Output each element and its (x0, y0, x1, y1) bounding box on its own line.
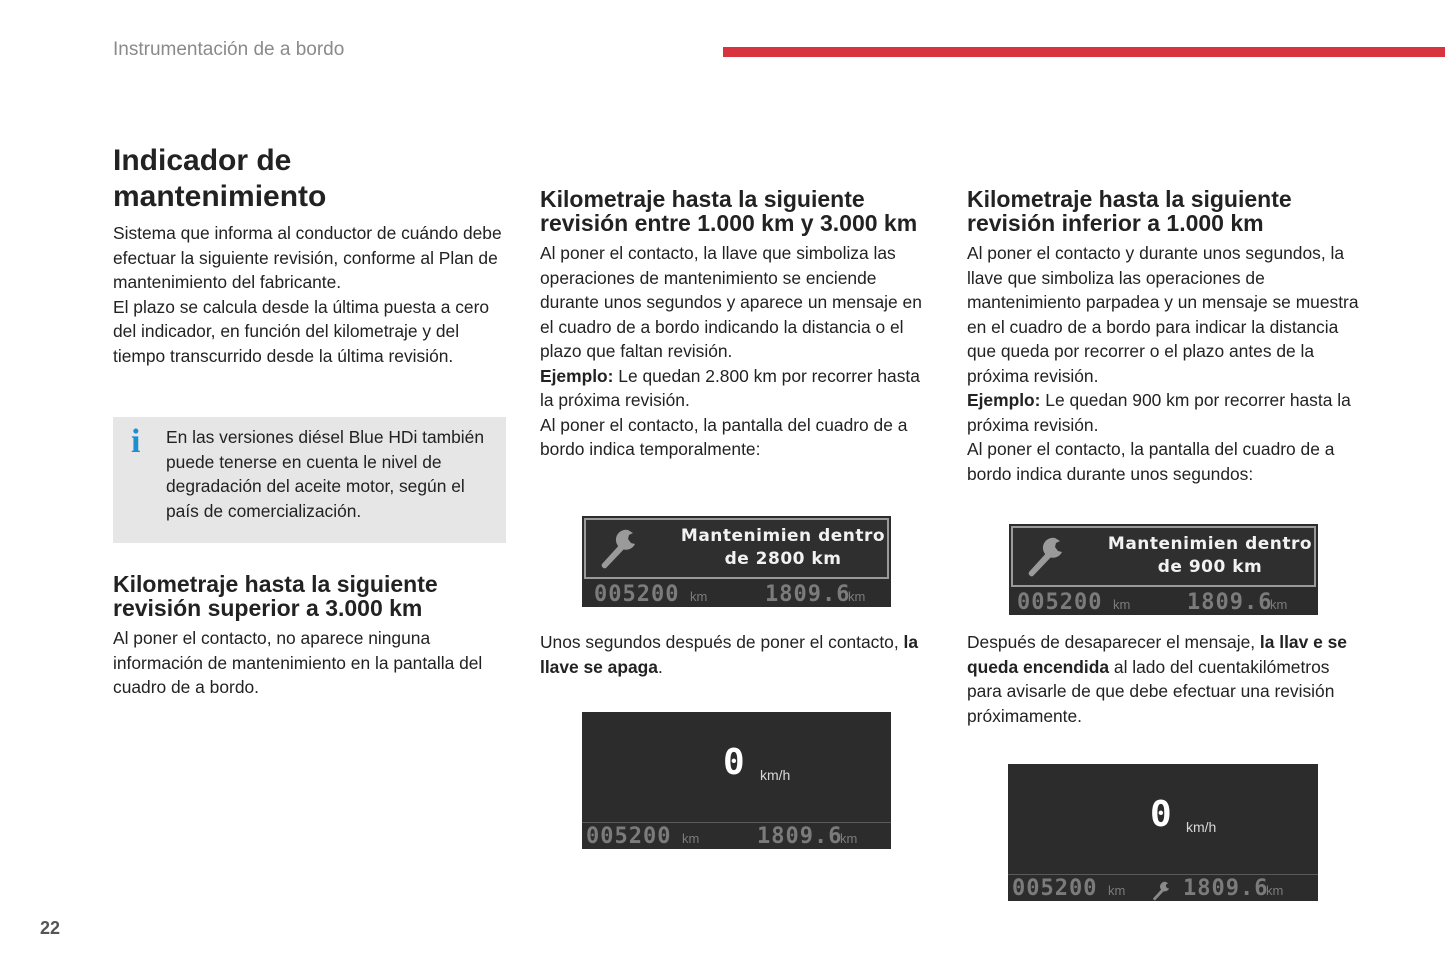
odometer-total: 005200 (1017, 590, 1103, 615)
section-title-1000-3000: Kilometraje hasta la siguiente revisión entre 1.000 km y 3.000 km (540, 186, 918, 237)
odometer-total: 005200 (594, 582, 680, 607)
section-over-3000 (113, 572, 508, 700)
trip-meter: 1809.6 (757, 824, 843, 849)
column-1 (113, 143, 508, 368)
page-number: 22 (40, 918, 61, 938)
example-label: Ejemplo: (540, 365, 614, 386)
trip-meter: 1809.6 (765, 582, 851, 607)
message-line-2: de 2800 km (724, 549, 842, 569)
odometer-unit: km (682, 831, 700, 846)
section-title-over-3000: Kilometraje hasta la siguiente revisión superior a 3.000 km (113, 571, 438, 622)
odometer-total: 005200 (1012, 876, 1098, 901)
trip-unit: km (1266, 883, 1284, 898)
section-text-over-3000: Al poner el contacto, no aparece ninguna información de mantenimiento en la pantalla del cuadro de a bordo. (113, 628, 483, 698)
column-2 (540, 187, 935, 462)
after-text-bold: la llav e se queda encendida (967, 632, 1347, 677)
after-message-text-2 (540, 630, 935, 679)
message-frame (1011, 526, 1316, 587)
section-text-under-1000: Al poner el contacto y durante unos segundos, la llave que simboliza las operaciones de mantenimiento parpadea y un mensaje se muestra en el cuadro de a bordo para indicar la distancia que queda por recorrer o el plazo antes de la próxima revisión. (967, 243, 1359, 386)
example-paragraph (540, 364, 935, 413)
odometer-unit: km (690, 589, 708, 604)
wrench-icon (596, 526, 640, 572)
dashboard-display-message-2800 (582, 516, 891, 607)
after-text-post: . (657, 656, 663, 677)
message-frame (584, 518, 889, 579)
after-text-bold: la llave se apaga (540, 632, 919, 677)
after-text-pre: Después de desaparecer el mensaje, (967, 632, 1260, 652)
info-note-text: En las versiones diésel Blue HDi también puede tenerse en cuenta le nivel de degradación del aceite motor, según el país de comercialización. (166, 427, 485, 521)
speed-value: 0 (723, 742, 745, 783)
intro-paragraph-2: El plazo se calcula desde la última puesta a cero del indicador, en función del kilometraje y del tiempo transcurrido desde la última revisión. (113, 296, 490, 366)
odometer-unit: km (1113, 597, 1131, 612)
message-line-1: Mantenimien dentro (1107, 534, 1313, 554)
header-accent-bar (723, 47, 1445, 57)
display-intro-text: Al poner el contacto, la pantalla del cuadro de a bordo indica temporalmente: (540, 414, 908, 460)
after-text-pre: Unos segundos después de poner el contacto, (540, 632, 904, 652)
dashboard-display-speed-2 (582, 712, 891, 849)
intro-paragraph: Sistema que informa al conductor de cuándo debe efectuar la siguiente revisión, conforme al Plan de mantenimiento del fabricante. (113, 223, 502, 292)
after-text-post: al lado del cuentakilómetros para avisarle de que debe efectuar una revisión próximamente. (967, 656, 1335, 726)
wrench-icon (1023, 534, 1067, 580)
example-text: Le quedan 900 km por recorrer hasta la próxima revisión. (967, 390, 1351, 435)
trip-unit: km (1270, 597, 1288, 612)
example-text: Le quedan 2.800 km por recorrer hasta la próxima revisión. (540, 365, 920, 411)
section-title-under-1000: Kilometraje hasta la siguiente revisión inferior a 1.000 km (967, 186, 1292, 237)
display-separator (1008, 874, 1318, 875)
display-intro-text: Al poner el contacto, la pantalla del cuadro de a bordo indica durante unos segundos: (967, 439, 1335, 484)
trip-meter: 1809.6 (1187, 590, 1273, 615)
section-text-1000-3000: Al poner el contacto, la llave que simboliza las operaciones de mantenimiento se enciende durante unos segundos y aparece un mensaje en el cuadro de a bordo indicando la distancia o el plazo que faltan revisión. (540, 243, 922, 362)
header-title: Instrumentación de a bordo (113, 39, 345, 60)
wrench-icon (1150, 880, 1172, 902)
page-title: Indicador de mantenimiento (113, 144, 327, 213)
after-message-text-3 (967, 630, 1367, 728)
trip-unit: km (840, 831, 858, 846)
example-paragraph (967, 388, 1367, 437)
info-note-box (113, 417, 506, 543)
message-line-2: de 900 km (1157, 557, 1263, 577)
trip-unit: km (848, 589, 866, 604)
column-3 (967, 187, 1367, 486)
speed-unit: km/h (1186, 819, 1217, 835)
dashboard-display-speed-3 (1008, 764, 1318, 901)
trip-meter: 1809.6 (1183, 876, 1269, 901)
message-line-1: Mantenimien dentro (680, 526, 886, 546)
odometer-total: 005200 (586, 824, 672, 849)
speed-unit: km/h (760, 767, 791, 783)
display-separator (582, 822, 891, 823)
odometer-unit: km (1108, 883, 1126, 898)
dashboard-display-message-900 (1009, 524, 1318, 615)
speed-value: 0 (1150, 794, 1172, 835)
example-label: Ejemplo: (967, 390, 1041, 411)
info-icon: i (131, 423, 141, 460)
